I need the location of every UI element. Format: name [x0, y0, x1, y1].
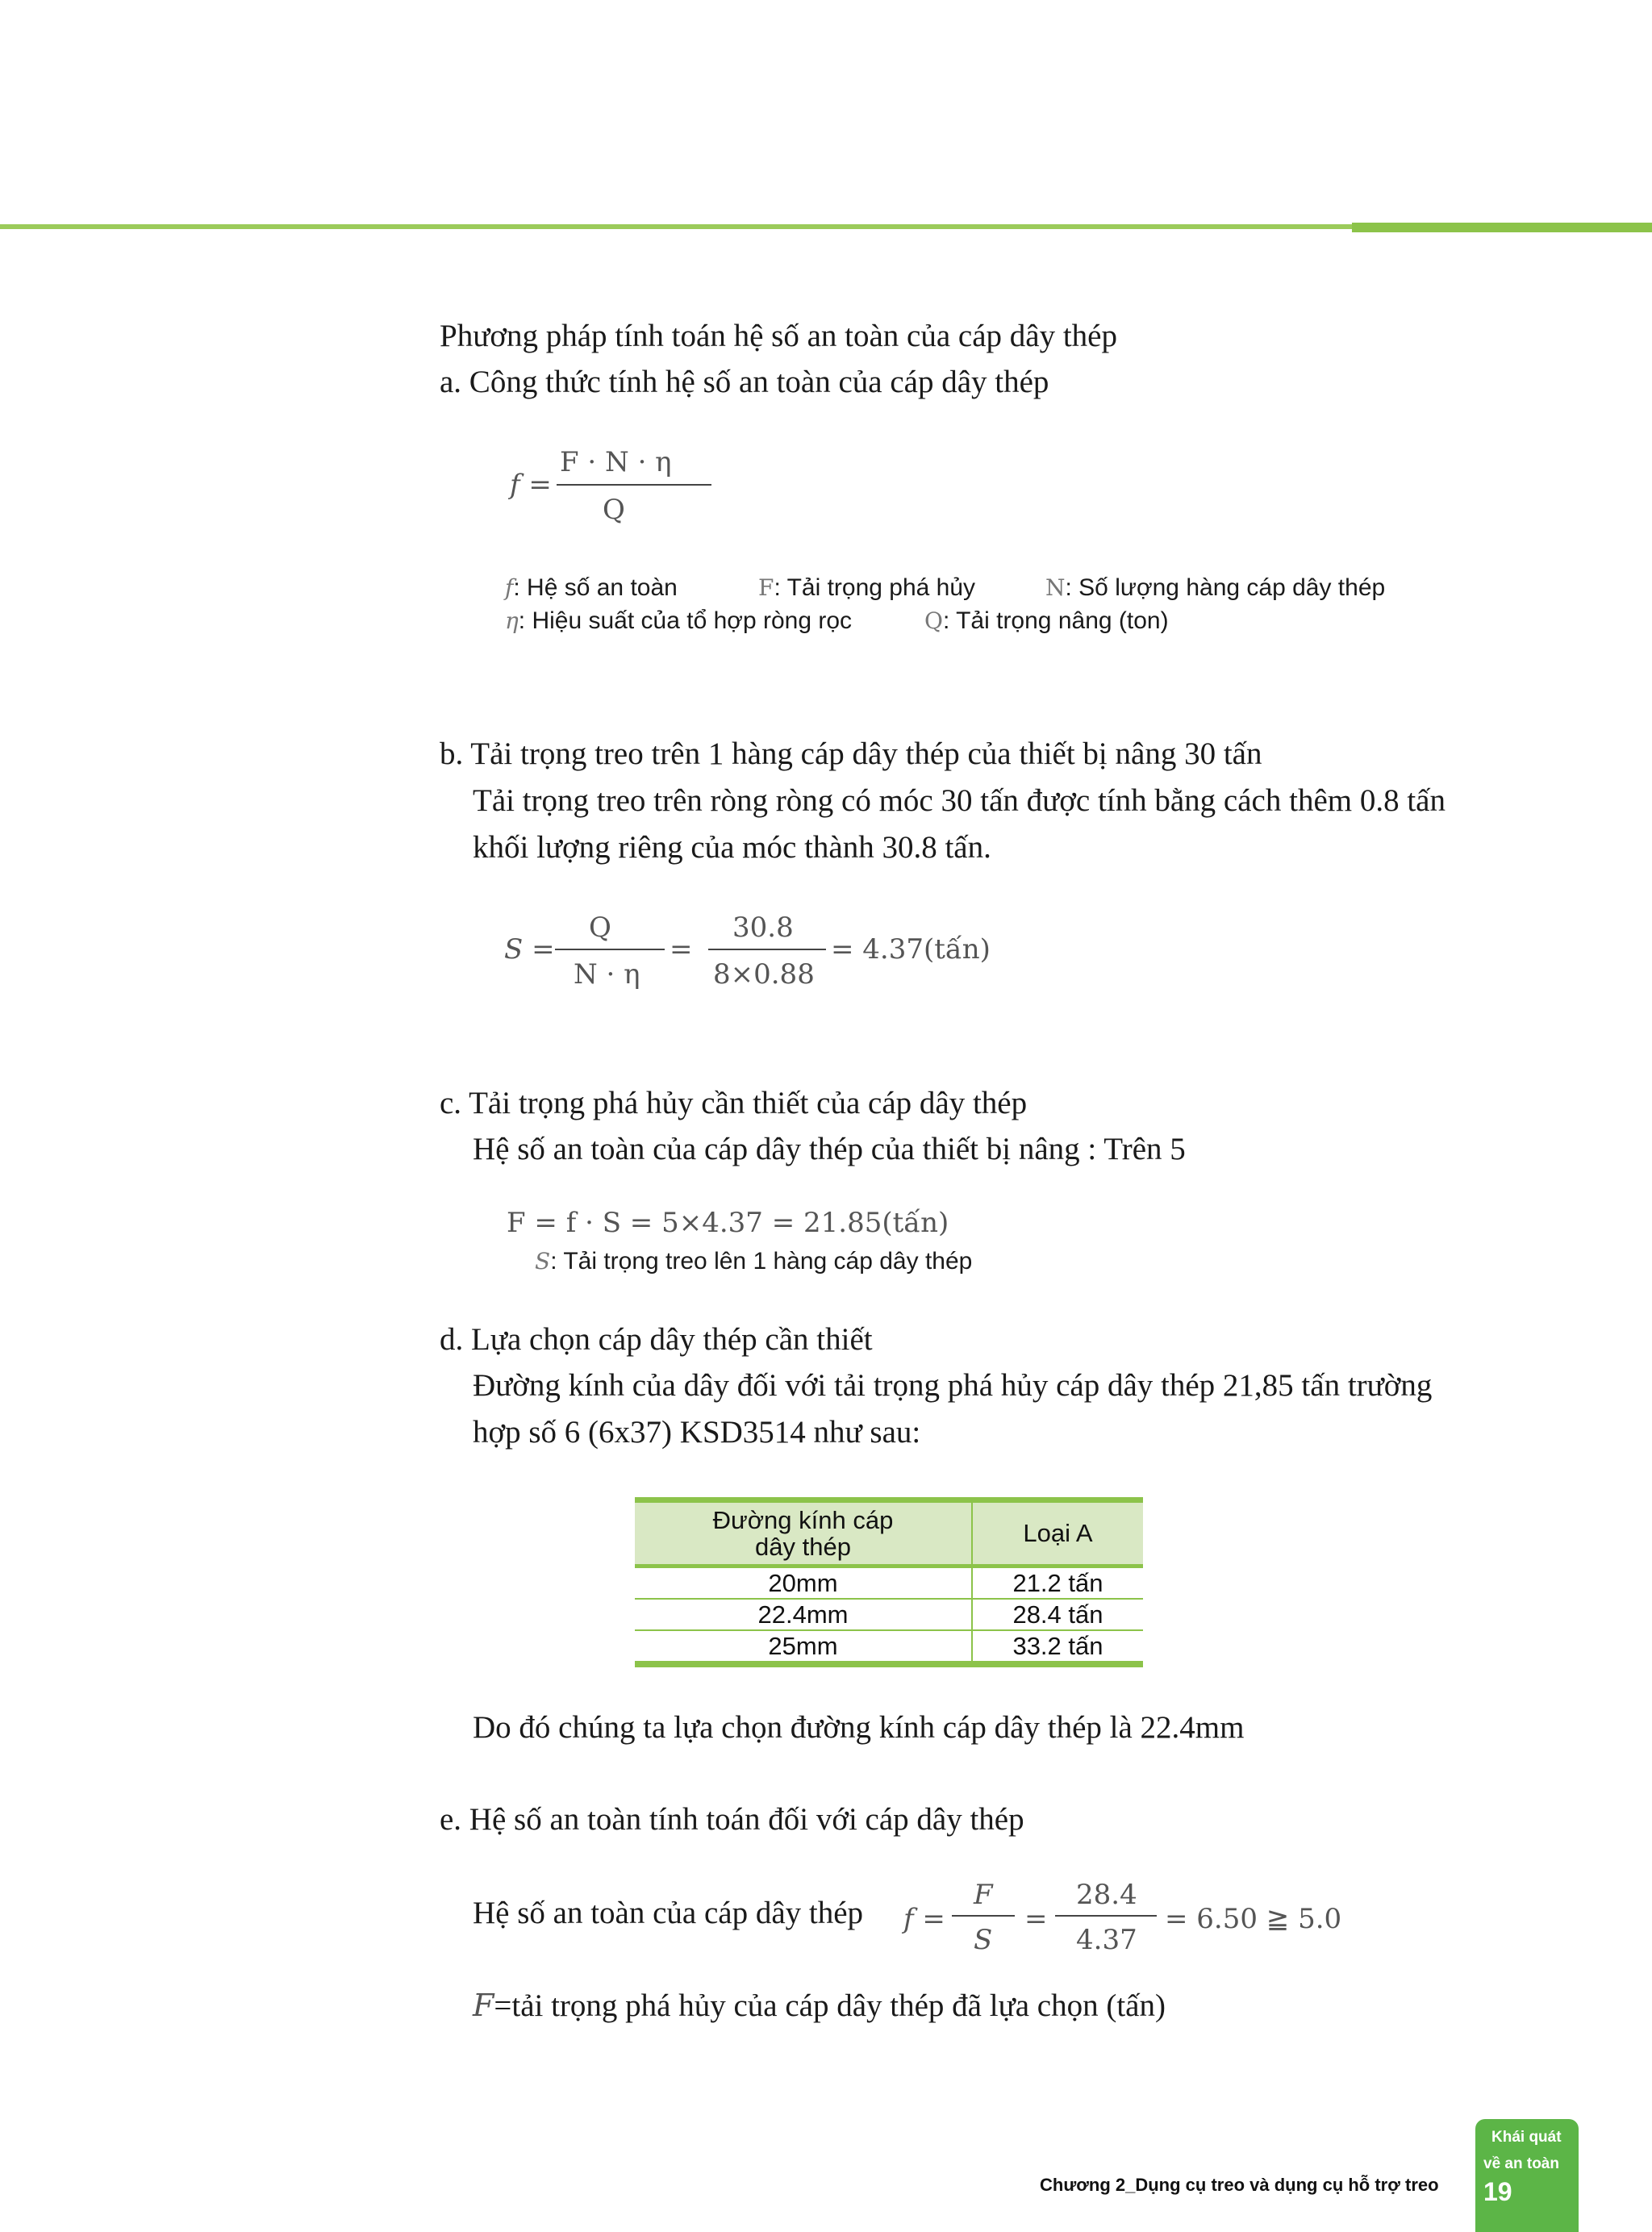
table-cell-diameter: 22.4mm: [635, 1599, 972, 1630]
formula-b-result: = 4.37(tấn): [831, 933, 991, 966]
formula-e-den1: S: [974, 1924, 993, 1956]
formula-a-numerator: F · N · η: [560, 446, 672, 478]
section-a-title: a. Công thức tính hệ số an toàn của cáp dây thép: [440, 365, 1049, 399]
legend-item: [505, 607, 852, 635]
tab-line2: về an toàn: [1483, 2155, 1559, 2172]
note-symbol: F: [473, 1988, 494, 2023]
note-text: : Tải trọng treo lên 1 hàng cáp dây thép: [550, 1248, 973, 1275]
formula-c: F = f · S = 5×4.37 = 21.85(tấn): [507, 1207, 949, 1239]
tab-line1: Khái quát: [1491, 2129, 1562, 2146]
legend-item: [505, 574, 678, 602]
formula-c-note: [535, 1248, 972, 1275]
legend-symbol: η: [505, 607, 519, 634]
formula-e-lhs: f =: [903, 1903, 945, 1935]
chapter-title: Chương 2_Dụng cụ treo và dụng cụ hỗ trợ treo: [1040, 2175, 1439, 2195]
section-c-body: Hệ số an toàn của cáp dây thép của thiết bị nâng : Trên 5: [473, 1132, 1186, 1166]
note-symbol: S: [535, 1248, 551, 1275]
formula-b-eq: =: [670, 933, 693, 966]
table-header-row: [635, 1500, 1143, 1567]
formula-b-lhs: S =: [504, 933, 555, 966]
formula-b-den1: N · η: [574, 958, 640, 991]
legend-text: : Hệ số an toàn: [513, 574, 678, 601]
page-number: 19: [1483, 2177, 1512, 2206]
table-row: [635, 1567, 1143, 1600]
section-e-title: e. Hệ số an toàn tính toán đối với cáp dây thép: [440, 1802, 1024, 1837]
formula-b-num2: 30.8: [732, 912, 794, 944]
legend-symbol: N: [1045, 574, 1066, 601]
table-row: [635, 1599, 1143, 1630]
section-b-title: b. Tải trọng treo trên 1 hàng cáp dây thép của thiết bị nâng 30 tấn: [440, 736, 1262, 771]
formula-a-lhs: f =: [510, 469, 552, 501]
formula-e-den2: 4.37: [1076, 1924, 1137, 1956]
formula-e-num1: F: [974, 1879, 993, 1911]
legend-text: : Số lượng hàng cáp dây thép: [1065, 574, 1386, 601]
table-cell-load: 21.2 tấn: [1012, 1569, 1103, 1597]
legend-text: : Tải trọng phá hủy: [774, 574, 976, 601]
table-cell-load: 33.2 tấn: [1012, 1632, 1103, 1660]
formula-e-eq: =: [1024, 1903, 1048, 1935]
header-rule: [0, 224, 1352, 229]
table-cell-diameter: 25mm: [635, 1630, 972, 1664]
formula-b-num1: Q: [589, 912, 611, 944]
section-b-body-line2: khối lượng riêng của móc thành 30.8 tấn.: [473, 830, 991, 865]
table-row: [635, 1630, 1143, 1664]
formula-b-den2: 8×0.88: [713, 958, 815, 991]
formula-b-bar2: [708, 949, 826, 950]
wire-diameter-table: [635, 1497, 1143, 1667]
section-d-conclusion: Do đó chúng ta lựa chọn đường kính cáp dây thép là 22.4mm: [473, 1710, 1245, 1745]
formula-b-bar1: [555, 949, 665, 950]
note-text: =tải trọng phá hủy của cáp dây thép đã lựa chọn (tấn): [494, 1988, 1166, 2023]
section-e-label: Hệ số an toàn của cáp dây thép: [473, 1896, 864, 1930]
chapter-tab: [1475, 2119, 1579, 2232]
section-d-body-line2: hợp số 6 (6x37) KSD3514 như sau:: [473, 1415, 921, 1450]
table-header-diameter: [635, 1500, 972, 1567]
header-rule-accent: [1352, 223, 1652, 232]
formula-e-num2: 28.4: [1076, 1879, 1137, 1911]
legend-text: : Hiệu suất của tổ hợp ròng rọc: [518, 607, 853, 634]
section-b-body-line1: Tải trọng treo trên ròng ròng có móc 30 tấn được tính bằng cách thêm 0.8 tấn: [473, 783, 1446, 818]
legend-symbol: Q: [924, 607, 943, 634]
section-d-title: d. Lựa chọn cáp dây thép cần thiết: [440, 1322, 873, 1357]
legend-item: [1045, 574, 1385, 602]
section-d-body-line1: Đường kính của dây đối với tải trọng phá hủy cáp dây thép 21,85 tấn trường: [473, 1368, 1433, 1403]
table-cell-diameter: 20mm: [635, 1567, 972, 1600]
header-line: dây thép: [755, 1533, 851, 1561]
formula-e-result: = 6.50 ≧ 5.0: [1165, 1903, 1342, 1935]
legend-item: [924, 607, 1169, 635]
section-e-note: [473, 1990, 1166, 2021]
section-c-title: c. Tải trọng phá hủy cần thiết của cáp dây thép: [440, 1086, 1028, 1120]
legend-item: [758, 574, 975, 602]
formula-e-bar2: [1055, 1915, 1157, 1917]
table-cell-load: 28.4 tấn: [1012, 1600, 1103, 1629]
page-heading: Phương pháp tính toán hệ số an toàn của cáp dây thép: [440, 319, 1117, 353]
formula-e-bar1: [952, 1915, 1015, 1917]
formula-a-denominator: Q: [603, 494, 625, 526]
legend-symbol: F: [758, 574, 774, 601]
formula-a-fraction-bar: [557, 484, 711, 486]
header-line: Đường kính cáp: [712, 1505, 894, 1534]
legend-symbol: f: [505, 574, 514, 601]
legend-text: : Tải trọng nâng (ton): [942, 607, 1169, 634]
table-header-type-a: Loại A: [972, 1500, 1143, 1567]
